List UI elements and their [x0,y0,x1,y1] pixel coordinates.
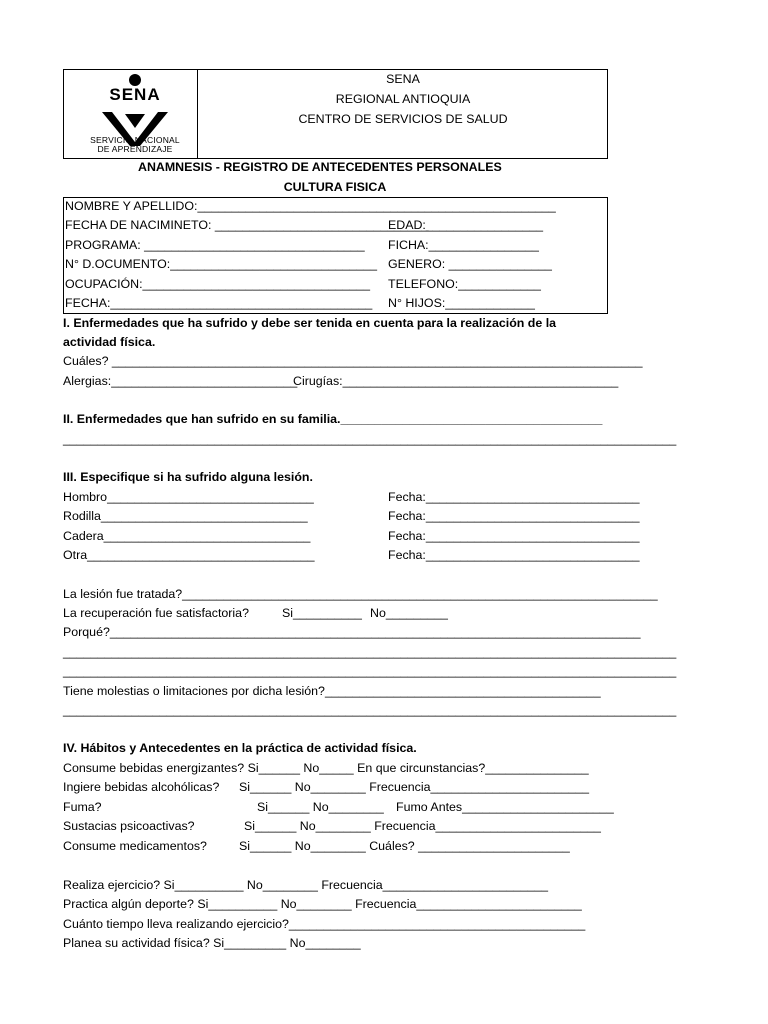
field-hijos[interactable]: N° HIJOS:_____________ [388,296,535,310]
injury-cadera-fecha[interactable]: Fecha:_______________________________ [388,529,640,543]
section-4-title: IV. Hábitos y Antecedentes en la práctica de actividad física. [63,741,417,755]
logo-word: SENA [109,85,161,104]
field-genero[interactable]: GENERO: _______________ [388,257,552,271]
field-cirugias[interactable]: Cirugías:________________________________________ [293,374,619,388]
header-line-3: CENTRO DE SERVICIOS DE SALUD [298,112,508,126]
field-psicoactivas[interactable]: Si______ No________ Frecuencia________________________ [244,819,601,833]
field-tiempo-ejercicio[interactable]: Cuánto tiempo lleva realizando ejercicio?___________________________________________ [63,917,586,931]
field-porque[interactable]: Porqué?_____________________________________________________________________________ [63,625,641,639]
field-cuales[interactable]: Cuáles? _____________________________________________________________________________ [63,354,643,368]
field-edad[interactable]: EDAD:_________________ [388,218,544,232]
field-alergias[interactable]: Alergias:___________________________ [63,374,298,388]
field-ficha[interactable]: FICHA:________________ [388,238,539,252]
field-recuperacion-si[interactable]: Si__________ [282,606,362,620]
field-planea[interactable]: Planea su actividad física? Si_________ No________ [63,936,361,950]
field-telefono[interactable]: TELEFONO:____________ [388,277,541,291]
label-recuperacion: La recuperación fue satisfactoria? [63,606,249,620]
logo-subtitle-2: DE APRENDIZAJE [97,144,173,154]
section-3-title: III. Especifique si ha sufrido alguna lesión. [63,470,313,484]
label-fuma: Fuma? [63,800,102,814]
blank-line-1[interactable]: _________________________________________________________________________________________ [63,645,677,659]
field-fuma[interactable]: Si______ No________ [257,800,384,814]
form-subtitle: CULTURA FISICA [283,180,387,194]
field-alcoholicas[interactable]: Si______ No________ Frecuencia_______________________ [239,780,590,794]
field-nombre[interactable]: NOMBRE Y APELLIDO:____________________________________________________ [65,199,556,213]
header-line-1: SENA [386,72,420,86]
label-psicoactivas: Sustacias psicoactivas? [63,819,195,833]
field-molestias[interactable]: Tiene molestias o limitaciones por dicha lesión?________________________________________ [63,684,601,698]
field-ocupacion[interactable]: OCUPACIÓN:_________________________________ [65,277,370,291]
injury-rodilla[interactable]: Rodilla______________________________ [63,509,308,523]
field-deporte[interactable]: Practica algún deporte? Si__________ No________ Frecuencia________________________ [63,897,582,911]
logo-subtitle-1: SERVICIO NACIONAL [90,135,180,145]
blank-line-2[interactable]: _________________________________________________________________________________________ [63,664,677,678]
field-programa[interactable]: PROGRAMA: ________________________________ [65,238,365,252]
injury-hombro[interactable]: Hombro______________________________ [63,490,314,504]
section-1-title-line-1: I. Enfermedades que ha sufrido y debe ser tenida en cuenta para la realización de la [63,316,557,330]
injury-otra-fecha[interactable]: Fecha:_______________________________ [388,548,640,562]
header-line-2: REGIONAL ANTIOQUIA [335,92,471,106]
field-medicamentos[interactable]: Si______ No________ Cuáles? ______________________ [239,839,570,853]
injury-otra[interactable]: Otra_________________________________ [63,548,315,562]
section-2-line-2[interactable]: _________________________________________________________________________________________ [63,432,677,446]
injury-hombro-fecha[interactable]: Fecha:_______________________________ [388,490,640,504]
field-lesion-tratada[interactable]: La lesión fue tratada?_____________________________________________________________________ [63,587,658,601]
form-title: ANAMNESIS - REGISTRO DE ANTECEDENTES PERSONALES [138,160,502,174]
section-2-title[interactable]: II. Enfermedades que han sufrido en su familia.______________________________________ [63,412,603,426]
field-ejercicio[interactable]: Realiza ejercicio? Si__________ No________ Frecuencia________________________ [63,878,549,892]
field-fecha[interactable]: FECHA:______________________________________ [65,296,373,310]
field-fecha-nacimiento[interactable]: FECHA DE NACIMINETO: _______________________________ [65,218,429,232]
field-documento[interactable]: N° D.OCUMENTO:______________________________ [65,257,377,271]
sena-logo [80,72,190,158]
injury-cadera[interactable]: Cadera______________________________ [63,529,311,543]
field-fumo-antes[interactable]: Fumo Antes______________________ [396,800,614,814]
field-energizantes[interactable]: Consume bebidas energizantes? Si______ No_____ En que circunstancias?_______________ [63,761,589,775]
section-1-title-line-2: actividad física. [63,335,156,349]
field-recuperacion-no[interactable]: No_________ [370,606,448,620]
label-alcoholicas: Ingiere bebidas alcohólicas? [63,780,220,794]
label-medicamentos: Consume medicamentos? [63,839,207,853]
blank-line-3[interactable]: _________________________________________________________________________________________ [63,703,677,717]
injury-rodilla-fecha[interactable]: Fecha:_______________________________ [388,509,640,523]
